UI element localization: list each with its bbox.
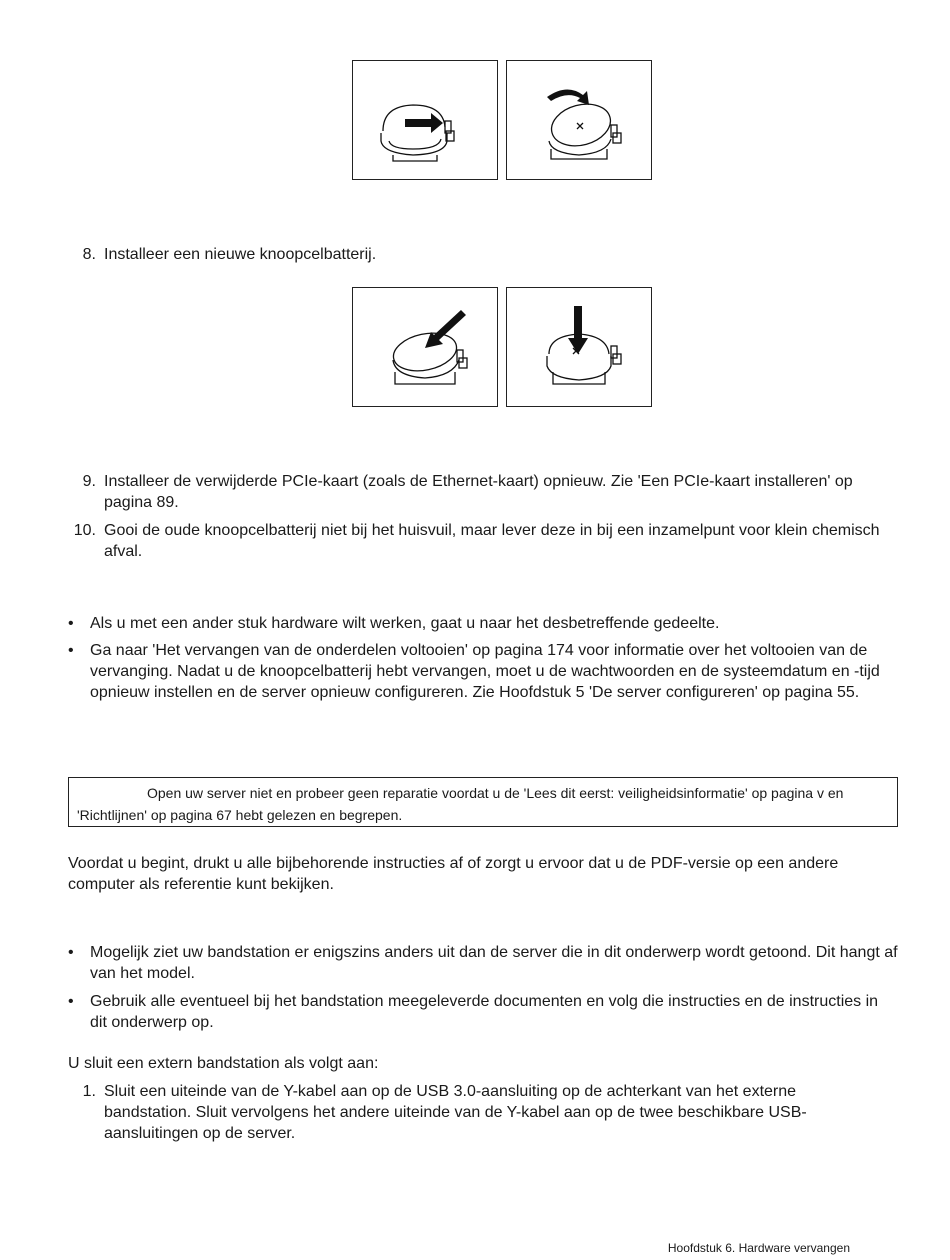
battery-tilt-insert-icon xyxy=(353,288,497,406)
connect-intro: U sluit een extern bandstation als volgt aan: xyxy=(68,1055,379,1072)
step-text: Installeer een nieuwe knoopcelbatterij. xyxy=(104,246,377,263)
step-text: Installeer de verwijderde PCIe-kaart (zoals de Ethernet-kaart) opnieuw. Zie 'Een PCIe-kaart installeren' op pagina 89. xyxy=(104,473,853,511)
footer-title: Hardware vervangen xyxy=(738,1241,850,1255)
step-number: 1. xyxy=(82,1083,96,1100)
bullet-text: Mogelijk ziet uw bandstation er enigszins anders uit dan de server die in dit onderwerp wordt getoond. Dit hangt af van het model. xyxy=(90,944,898,982)
battery-push-latch-icon xyxy=(353,61,497,179)
step-text: Sluit een uiteinde van de Y-kabel aan op de USB 3.0-aansluiting op de achterkant van het externe bandstation. Sluit vervolgens het andere uiteinde van de Y-kabel aan op de twee beschikbare USB-aansluitingen op de server. xyxy=(104,1083,807,1142)
battery-press-down-icon xyxy=(507,288,651,406)
figure-battery-remove xyxy=(506,60,652,180)
battery-lift-out-icon xyxy=(507,61,651,179)
figure-battery-press xyxy=(506,287,652,407)
step-number: 10. xyxy=(73,522,96,539)
bullet-text: Ga naar 'Het vervangen van de onderdelen voltooien' op pagina 174 voor informatie over het voltooien van de vervanging. Nadat u de knoopcelbatterij hebt vervangen, moet u de wachtwoorden en de systeemdatum en -tijd opnieuw instellen en de server opnieuw configureren. Zie Hoofdstuk 5 'De server configureren' op pagina 55. xyxy=(90,642,880,701)
step-number: 9. xyxy=(82,473,96,490)
footer-separator: . xyxy=(731,1241,736,1255)
notice-text: Open uw server niet en probeer geen reparatie voordat u de 'Lees dit eerst: veiligheidsinformatie' op pagina v en 'Richtlijnen' op pagina 67 hebt gelezen en begrepen. xyxy=(77,785,844,823)
page-footer xyxy=(668,1241,850,1255)
intro-paragraph: Voordat u begint, drukt u alle bijbehorende instructies af of zorgt u ervoor dat u de PDF-versie op een andere computer als referentie kunt bekijken. xyxy=(68,855,839,893)
step-text: Gooi de oude knoopcelbatterij niet bij het huisvuil, maar lever deze in bij een inzamelpunt voor klein chemisch afval. xyxy=(104,522,880,560)
bullet-icon: • xyxy=(68,642,74,659)
safety-notice xyxy=(68,777,898,827)
bullet-icon: • xyxy=(68,944,74,961)
bullet-icon: • xyxy=(68,993,74,1010)
figure-battery-release xyxy=(352,60,498,180)
bullet-text: Als u met een ander stuk hardware wilt werken, gaat u naar het desbetreffende gedeelte. xyxy=(90,615,720,632)
footer-chapter: Hoofdstuk 6 xyxy=(667,1241,732,1255)
figure-battery-insert-tilt xyxy=(352,287,498,407)
bullet-text: Gebruik alle eventueel bij het bandstation meegeleverde documenten en volg die instructies en de instructies in dit onderwerp op. xyxy=(90,993,879,1031)
bullet-icon: • xyxy=(68,615,74,632)
step-number: 8. xyxy=(82,246,96,263)
